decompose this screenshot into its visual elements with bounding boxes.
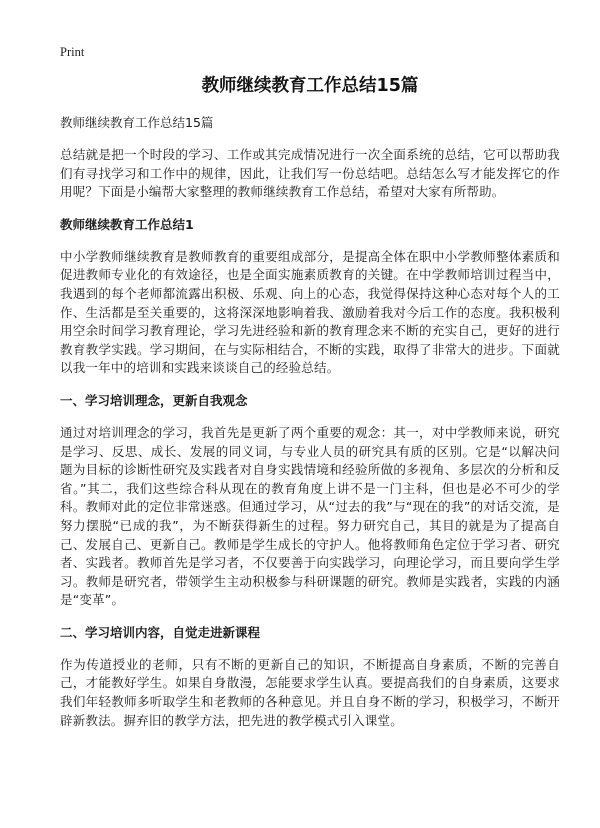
section-heading-learning-concepts: 一、学习培训理念，更新自我观念	[60, 392, 248, 408]
section-heading-learning-content: 二、学习培训内容，自觉走进新课程	[60, 624, 261, 640]
print-link[interactable]: Print	[60, 45, 85, 59]
intro-paragraph: 总结就是把一个时段的学习、工作或其完成情况进行一次全面系统的总结，它可以帮助我们有寻找学习和工作中的规律，因此，让我们写一份总结吧。总结怎么写才能发挥它的作用呢？下面是小编帮大家整理的教师继续教育工作总结，希望对大家有所帮助。	[60, 147, 560, 200]
learning-content-paragraph: 作为传道授业的老师，只有不断的更新自己的知识，不断提高自身素质，不断的完善自己，才能教好学生。如果自身散漫，怎能要求学生认真。要提高我们的自身素质，这要求我们年轻教师多听取学生和老教师的各种意见。并且自身不断的学习，积极学习，不断开辟新教法。摒弃旧的教学方法，把先进的教学模式引入课堂。	[60, 656, 560, 728]
summary-1-paragraph: 中小学教师继续教育是教师教育的重要组成部分，是提高全体在职中小学教师整体素质和促进教师专业化的有效途径，也是全面实施素质教育的关键。在中学教师培训过程当中，我遇到的每个老师都流露出积极、乐观、向上的心态，我觉得保持这种心态对每个人的工作、生活都是至关重要的，这将深深地影响着我、激励着我对今后工作的态度。我积极利用空余时间学习教育理论，学习先进经验和新的教育理念来不断的充实自己，更好的进行教育教学实践。学习期间，在与实际相结合，不断的实践，取得了非常大的进步。下面就以我一年中的培训和实践来谈谈自己的经验总结。	[60, 248, 560, 376]
learning-concepts-paragraph: 通过对培训理念的学习，我首先是更新了两个重要的观念：其一，对中学教师来说，研究是学习、反思、成长、发展的同义词，与专业人员的研究具有质的区别。它是“以解决问题为目标的诊断性研究及实践者对自身实践情境和经验所做的多视角、多层次的分析和反省。”其二，我们这些综合科从现在的教育角度上讲不是一门主科，但也是必不可少的学科。教师对此的定位非常迷惑。但通过学习，从“过去的我”与“现在的我”的对话交流，是努力摆脱“已成的我”，为不断获得新生的过程。努力研究自己，其目的就是为了提高自己、发展自己、更新自己。教师是学生成长的守护人。他将教师角色定位于学习者、研究者、实践者。教师首先是学习者，不仅要善于向实践学习，向理论学习，而且要向学生学习。教师是研究者，带领学生主动积极参与科研课题的研究。教师是实践者，实践的内涵是“变革”。	[60, 424, 560, 608]
section-heading-summary-1: 教师继续教育工作总结1	[60, 216, 194, 232]
page-title: 教师继续教育工作总结15篇	[201, 76, 419, 96]
document-subtitle: 教师继续教育工作总结15篇	[60, 115, 214, 130]
